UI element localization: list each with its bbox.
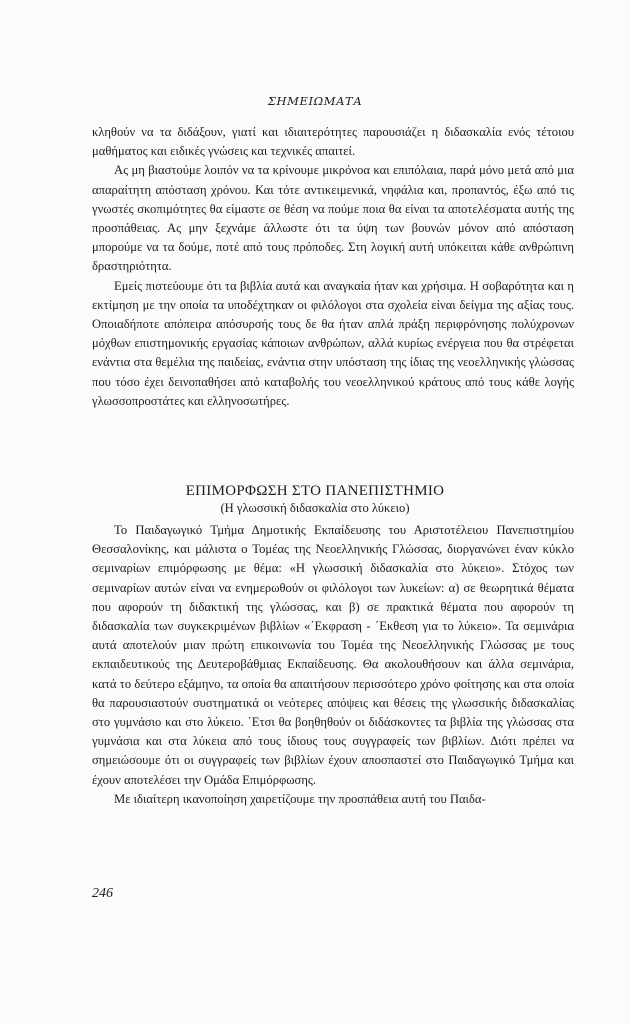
- notes-paragraph: Εμείς πιστεύουμε ότι τα βιβλία αυτά και αναγκαία ήταν και χρήσιμα. Η σοβαρότητα και η εκτίμηση με την οποία τα υποδέχτηκαν οι φιλόλογοι στα σχολεία είναι δείγμα της αξίας τους. Οποιαδήποτε απόπειρα απόσυρσής τους δε θα ήταν απλά πράξη περιφρόνησης πολύχρονων μόχθων επιστημονικής εργασίας κάποιων ανθρώπων, αλλά κυρίως ενέργεια που θα στρέφεται ενάντια στα θεμέλια της παιδείας, ενάντια στην υπόσταση της ίδιας της νεοελληνικής γλώσσας που τόσο έχει δεινοπαθήσει από καταβολής του νεοελληνικού κράτους από τους κάθε λογής γλωσσοπροστάτες και ελληνοσωτήρες.: [92, 278, 574, 408]
- section-paragraph: Το Παιδαγωγικό Τμήμα Δημοτικής Εκπαίδευσης του Αριστοτέλειου Πανεπιστημίου Θεσσαλονίκης, και μάλιστα ο Τομέας της Νεοελληνικής Γλώσσας, διοργανώνει έναν κύκλο σεμιναρίων επιμόρφωσης με θέμα: «Η γλωσσική διδασκαλία στο λύκειο». Στόχος των σεμιναρίων αυτών είναι να ενημερωθούν οι φιλόλογοι των λυκείων: α) σε θεωρητικά θέματα που αφορούν τη διδακτική της γλώσσας, και β) σε πρακτικά θέματα που αφορούν τη διδασκαλία των συγκεκριμένων βιβλίων «΄Εκφραση - ΄Εκθεση για το λύκειο». Τα σεμινάρια αυτά αποτελούν μιαν πρώτη επικοινωνία του Τομέα της Νεοελληνικής Γλώσσας με τους εκπαιδευτικούς της Δευτεροβάθμιας Εκπαίδευσης. Θα ακολουθήσουν και άλλα σεμινάρια, κατά το δεύτερο εξάμηνο, τα οποία θα απαιτήσουν περισσότερο χρόνο φοίτησης και στα οποία θα παρουσιαστούν συστηματικά οι νεότερες απόψεις και θέσεις της γλωσσικής διδασκαλίας στο γυμνάσιο και στο λύκειο. ΄Ετσι θα βοηθηθούν οι διδάσκοντες τα βιβλία της γλώσσας στα γυμνάσια και στα λύκεια από τους ίδιους τους συγγραφείς των βιβλίων. Διότι πρέπει να σημειώσουμε ότι οι συγγραφείς των βιβλίων έχουν αποσπαστεί στο Παιδαγωγικό Τμήμα και έχουν αποτελέσει την Ομάδα Επιμόρφωσης.: [92, 523, 574, 787]
- notes-paragraph: Ας μη βιαστούμε λοιπόν να τα κρίνουμε μικρόνοα και επιπόλαια, παρά μόνο μετά από μια απαραίτητη απόσταση χρόνου. Και τότε αντικειμενικά, νηφάλια και, προπαντός, έξω από τις γνωστές σκοπιμότητες θα είμαστε σε θέση να πούμε ποια θα είναι τα αποτελέσματα αυτής της προσπάθειας. Ας μην ξεχνάμε άλλωστε ότι τα ύψη των βουνών μόνον από απόσταση μπορούμε να τα δούμε, ποτέ από τους πρόποδες. Στη λογική αυτή υπόκειται κάθε ανθρώπινη δραστηριότητα.: [92, 163, 574, 274]
- notes-text: [92, 123, 574, 411]
- section-paragraph: Με ιδιαίτερη ικανοποίηση χαιρετίζουμε την προσπάθεια αυτή του Παιδα-: [114, 791, 486, 806]
- section-subtitle: (Η γλωσσική διδασκαλία στο λύκειο): [220, 501, 410, 515]
- section-text: [92, 521, 574, 809]
- page-number: 246: [92, 886, 113, 901]
- section-title: ΕΠΙΜΟΡΦΩΣΗ ΣΤΟ ΠΑΝΕΠΙΣΤΗΜΙΟ: [185, 483, 445, 499]
- running-head: ΣΗΜΕΙΩΜΑΤΑ: [267, 94, 363, 108]
- notes-paragraph: κληθούν να τα διδάξουν, γιατί και ιδιαιτερότητες παρουσιάζει η διδασκαλία ενός τέτοιου μαθήματος και ειδικές γνώσεις και τεχνικές απαιτεί.: [92, 125, 574, 159]
